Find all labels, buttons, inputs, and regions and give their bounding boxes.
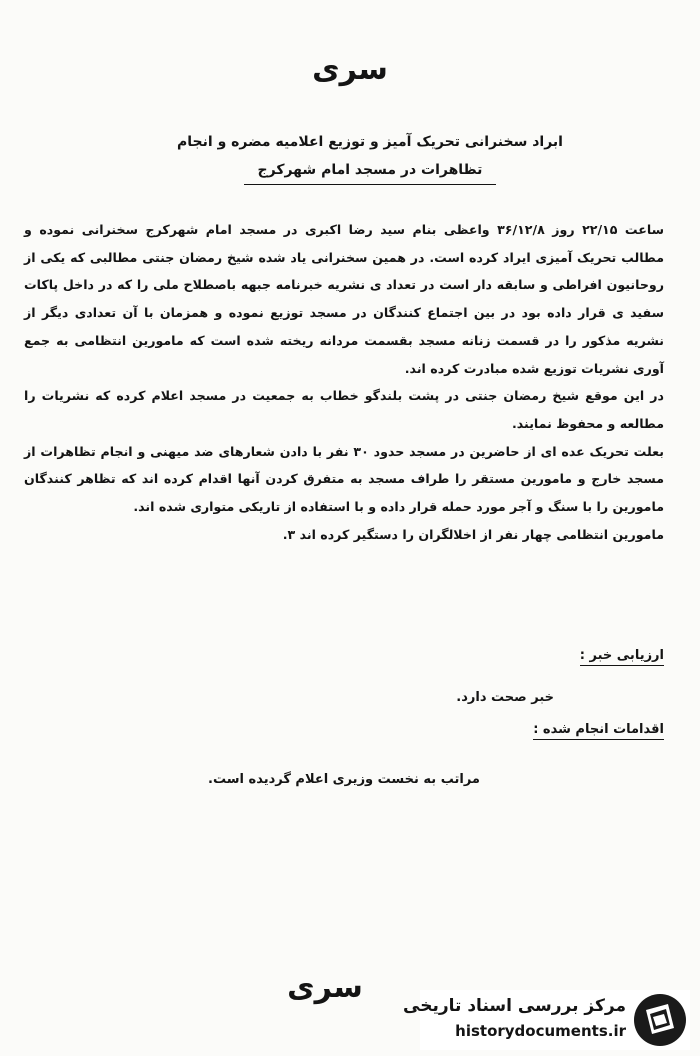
watermark-site: historydocuments.ir	[455, 1022, 626, 1040]
watermark-logo	[403, 990, 690, 1050]
actions-label: اقدامات انجام شده :	[533, 722, 664, 740]
body-paragraph-4: مامورین انتظامی چهار نفر از اخلالگران را دستگیر کرده اند ۳.	[282, 526, 664, 542]
body-paragraph-1: ساعت ۲۲/۱۵ روز ۳۶/۱۲/۸ واعظی بنام سید رضا اکبری در مسجد امام شهرکرج سخنرانی نموده و مطالب تحریک آمیزی ایراد کرده است. در همین سخنرانی یاد شده شیخ رمضان جنتی مطالبی که یکی از روحانیون افراطی و سابقه دار است در تعداد ی نشریه خبرنامه جبهه باصطلاح ملی را که در داخل پاکات سفید ی قرار داده بود در بین اجتماع کنندگان در مسجد توزیع نموده و همزمان با آن تعدادی دیگر از نشریه مذکور را در قسمت زنانه مسجد بقسمت مردانه ریخته شده است که مامورین انتظامی به جمع آوری نشریات توزیع شده مبادرت کرده اند.	[24, 222, 664, 376]
title-line-2: تظاهرات در مسجد امام شهرکرج	[244, 156, 497, 185]
assessment-label: ارزیابی خبر :	[580, 648, 664, 666]
document-body	[24, 216, 664, 548]
archive-emblem-icon	[632, 992, 688, 1048]
document-title	[150, 128, 590, 185]
closing-line: مراتب به نخست وزیری اعلام گردیده است.	[208, 772, 480, 787]
assessment-value: خبر صحت دارد.	[456, 690, 554, 705]
assessment-section	[24, 648, 664, 666]
title-line-1: ابراد سخنرانی تحریک آمیز و توزیع اعلامیه مضره و انجام	[177, 134, 563, 150]
classification-header: سری	[312, 52, 388, 87]
body-paragraph-2: در این موقع شیخ رمضان جنتی در پشت بلندگو خطاب به جمعیت در مسجد اعلام کرده که نشریات را مطالعه و محفوظ نمایند.	[24, 388, 664, 431]
actions-section	[24, 722, 664, 740]
body-paragraph-3: بعلت تحریک عده ای از حاضرین در مسجد حدود ۳۰ نفر با دادن شعارهای ضد میهنی و انجام تظاهرات از مسجد خارج و مامورین مستقر را طراف مسجد به متفرق کردن آنها اقدام کرده اند که تظاهر کنندگان مامورین را با سنگ و آجر مورد حمله قرار داده و با استفاده از تاریکی متواری شده اند.	[24, 443, 664, 515]
classification-footer: سری	[287, 970, 363, 1005]
watermark-name: مرکز بررسی اسناد تاریخی	[403, 996, 626, 1016]
